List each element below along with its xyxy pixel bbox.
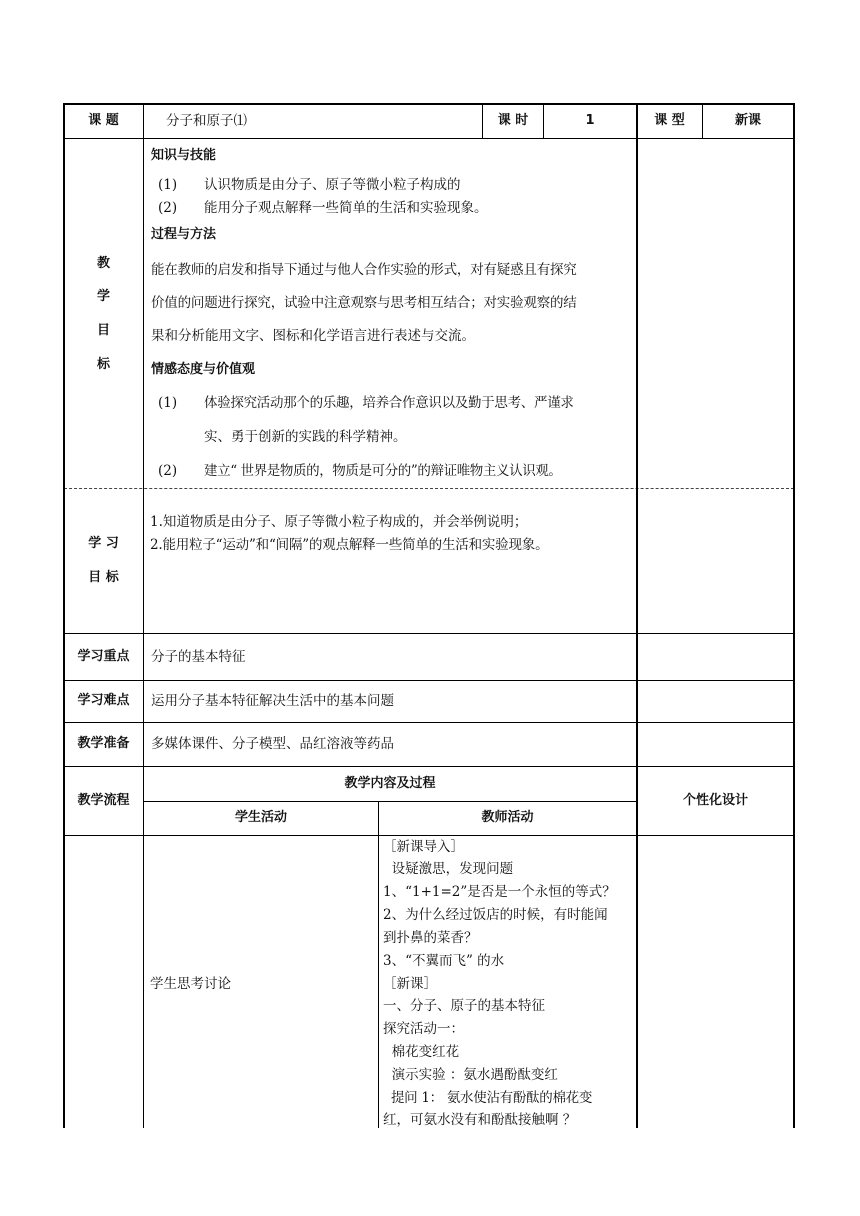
prep-label: 教学准备 bbox=[77, 736, 130, 751]
teacher-activity-line: 1、“1+1=2”是否是一个永恒的等式？ bbox=[383, 884, 616, 900]
emotion-item-num: (1) bbox=[158, 395, 178, 411]
teacher-activity-line: 到扑鼻的菜香？ bbox=[383, 930, 478, 946]
key-point-label: 学习重点 bbox=[77, 649, 130, 664]
teaching-goals-char: 标 bbox=[96, 357, 110, 372]
learning-goals-label: 目 标 bbox=[88, 570, 119, 585]
learning-goal-item: 2.能用粒子“运动”和“间隔”的观点解释一些简单的生活和实验现象。 bbox=[150, 537, 549, 553]
teaching-goals-char: 教 bbox=[96, 256, 110, 271]
knowledge-item-text: 能用分子观点解释一些简单的生活和实验现象。 bbox=[204, 200, 488, 216]
knowledge-item-num: (2) bbox=[158, 200, 178, 216]
type-value: 新课 bbox=[734, 113, 761, 128]
knowledge-item-num: (1) bbox=[158, 177, 178, 193]
student-activity-header: 学生活动 bbox=[234, 810, 287, 825]
learning-goals-label: 学 习 bbox=[88, 536, 119, 551]
process-line: 价值的问题进行探究，试验中注意观察与思考相互结合；对实验观察的结 bbox=[151, 295, 577, 311]
period-label: 课 时 bbox=[497, 113, 529, 128]
difficulty-label: 学习难点 bbox=[77, 693, 130, 708]
teacher-activity-line: 演示实验 ：氨水遇酚酞变红 bbox=[383, 1067, 558, 1083]
teacher-activity-line: 提问 1： 氨水使沾有酚酞的棉花变 bbox=[383, 1090, 593, 1106]
period-value: 1 bbox=[585, 113, 595, 128]
teacher-activity-header: 教师活动 bbox=[481, 810, 534, 825]
process-line: 能在教师的启发和指导下通过与他人合作实验的形式，对有疑惑且有探究 bbox=[151, 262, 577, 278]
teacher-activity-line: 2、为什么经过饭店的时候，有时能闻 bbox=[383, 907, 608, 923]
emotion-item-num: (2) bbox=[158, 463, 178, 479]
teacher-activity-line: ［新课导入］ bbox=[383, 839, 464, 855]
emotion-title: 情感态度与价值观 bbox=[151, 362, 256, 377]
topic-label: 课 题 bbox=[88, 113, 119, 128]
emotion-item-text: 体验探究活动那个的乐趣，培养合作意识以及勤于思考、严谨求 bbox=[204, 395, 574, 411]
teacher-activity-line: ［新课］ bbox=[383, 976, 437, 992]
teacher-activity-line: 红，可氨水没有和酚酞接触啊 ？ bbox=[383, 1112, 577, 1128]
student-activity-text: 学生思考讨论 bbox=[150, 976, 231, 992]
difficulty-value: 运用分子基本特征解决生活中的基本问题 bbox=[151, 693, 394, 709]
teacher-activity-line: 探究活动一： bbox=[383, 1021, 464, 1037]
content-header: 教学内容及过程 bbox=[344, 776, 436, 791]
type-label: 课 型 bbox=[654, 113, 685, 128]
process-line: 果和分析能用文字、图标和化学语言进行表述与交流。 bbox=[151, 328, 475, 344]
teacher-activity-line: 设疑激思，发现问题 bbox=[383, 861, 514, 877]
teacher-activity-line: 3、“不翼而飞” 的水 bbox=[383, 953, 505, 969]
flow-label: 教学流程 bbox=[77, 793, 130, 808]
knowledge-item-text: 认识物质是由分子、原子等微小粒子构成的 bbox=[204, 177, 461, 193]
process-title: 过程与方法 bbox=[151, 227, 217, 242]
learning-goal-item: 1.知道物质是由分子、原子等微小粒子构成的，并会举例说明； bbox=[150, 514, 528, 530]
teaching-goals-char: 目 bbox=[96, 323, 110, 338]
personal-design-header: 个性化设计 bbox=[682, 793, 748, 808]
knowledge-title: 知识与技能 bbox=[151, 148, 217, 163]
teacher-activity-line: 棉花变红花 bbox=[383, 1044, 460, 1060]
prep-value: 多媒体课件、分子模型、品红溶液等药品 bbox=[151, 736, 394, 752]
topic-value: 分子和原子⑴ bbox=[166, 113, 247, 129]
teacher-activity-line: 一、分子、原子的基本特征 bbox=[383, 998, 545, 1014]
emotion-item-text: 实、勇于创新的实践的科学精神。 bbox=[204, 429, 407, 445]
emotion-item-text: 建立“ 世界是物质的，物质是可分的”的辩证唯物主义认识观。 bbox=[204, 463, 562, 479]
teaching-goals-char: 学 bbox=[96, 289, 110, 304]
key-point-value: 分子的基本特征 bbox=[151, 649, 246, 665]
